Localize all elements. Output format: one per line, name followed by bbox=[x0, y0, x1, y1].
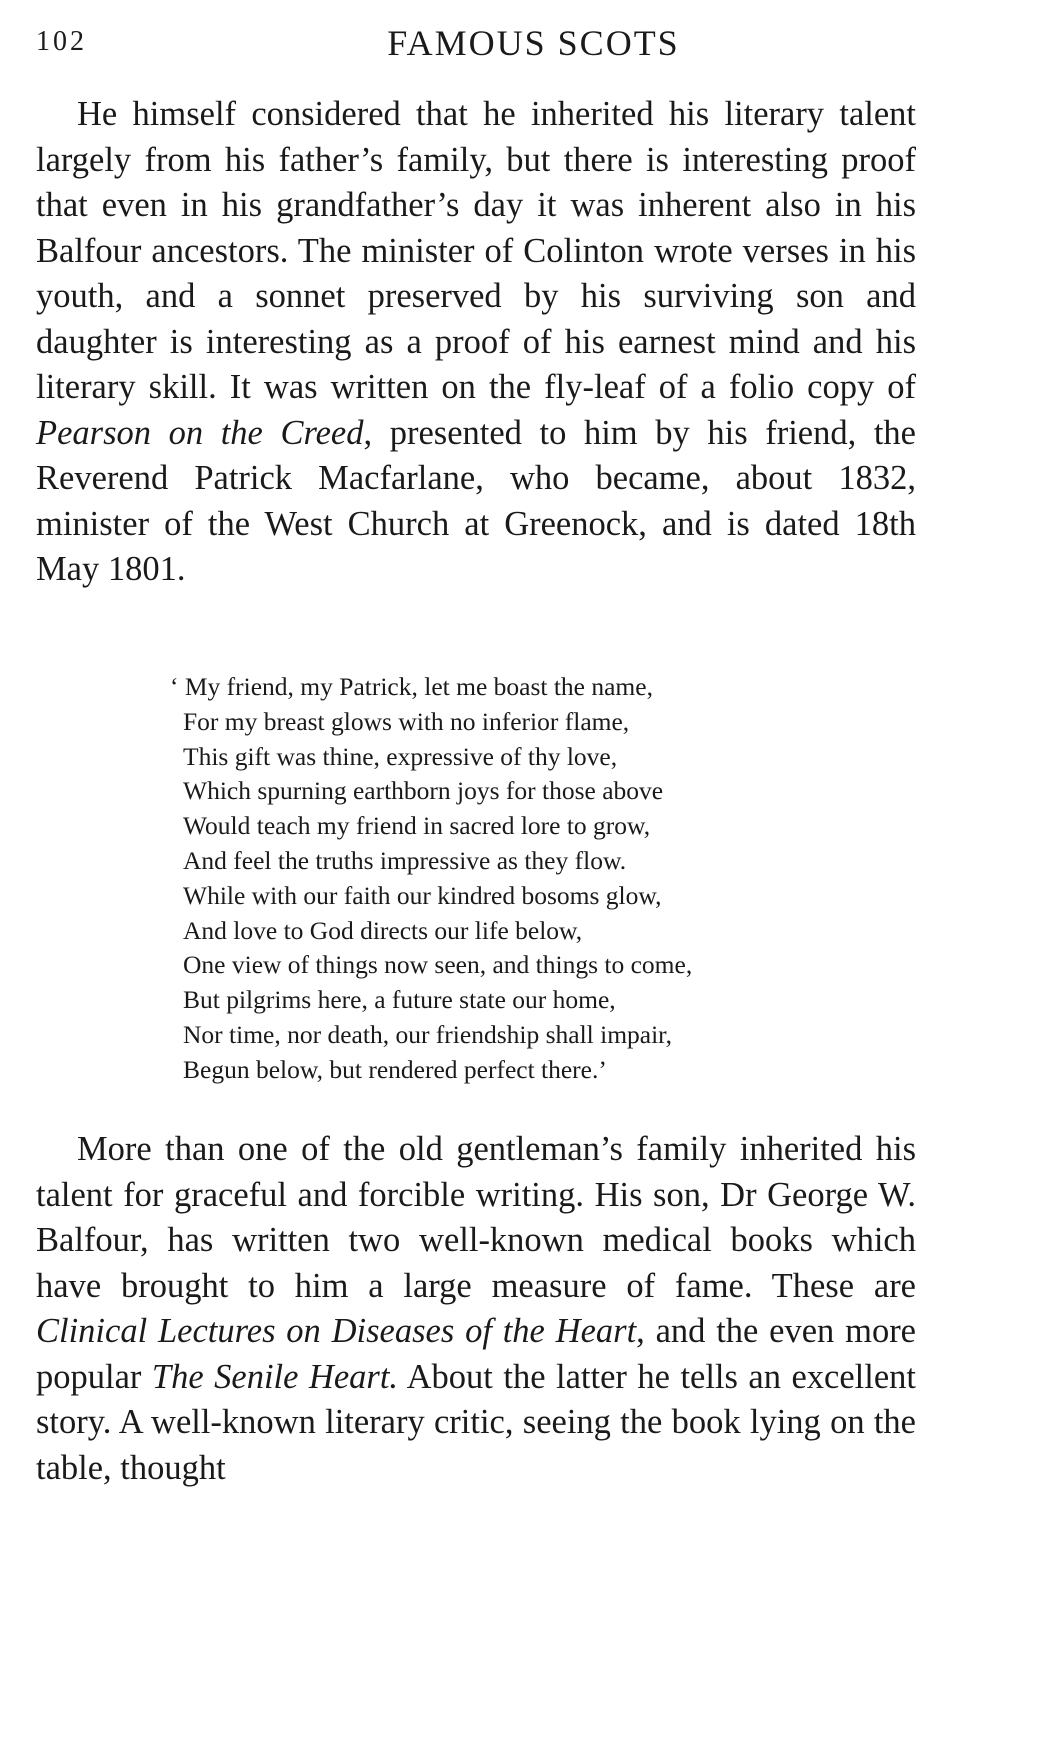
running-head: FAMOUS SCOTS bbox=[387, 23, 680, 63]
paragraph-1-text bbox=[36, 92, 916, 593]
paragraph-1-part-1: He himself considered that he inherited his literary talent largely from his father’s family, but there is interesting proof that even in his grandfather’s day it was inherent also in his Balfour ancestors. The minister of Colinton wrote verses in his youth, and a sonnet preserved by his surviving son and daughter is interesting as a proof of his earnest mind and his literary skill. It was written on the fly-leaf of a folio copy of bbox=[36, 95, 916, 406]
poem-line: ‘ My friend, my Patrick, let me boast the name, bbox=[170, 672, 653, 701]
book-title-clinical-lectures: Clinical Lectures on Diseases of the Heart bbox=[36, 1312, 637, 1350]
poem-line: And feel the truths impressive as they flow. bbox=[183, 845, 627, 875]
poem-line: While with our faith our kindred bosoms glow, bbox=[183, 880, 662, 910]
poem-line: This gift was thine, expressive of thy love, bbox=[183, 741, 618, 771]
poem-line: Nor time, nor death, our friendship shall impair, bbox=[183, 1019, 673, 1049]
paragraph-1-part-2: , presented to him by his friend, the Reverend Patrick Macfarlane, who became, about 1832, minister of the West Church at Greenock, and is dated 18th May 1801. bbox=[36, 413, 916, 588]
poem-line: And love to God directs our life below, bbox=[183, 915, 583, 945]
poem-line: Begun below, but rendered perfect there.’ bbox=[183, 1054, 607, 1084]
poem-line: Which spurning earthborn joys for those above bbox=[183, 776, 664, 806]
book-title-senile-heart: The Senile Heart. bbox=[151, 1357, 399, 1396]
poem-line: One view of things now seen, and things to come, bbox=[183, 950, 693, 980]
paragraph-2-part-1: More than one of the old gentleman’s family inherited his talent for graceful and forcible writing. His son, Dr George W. Balfour, has written two well-known medical books which have brought to him a large measure of fame. These are bbox=[36, 1130, 916, 1305]
paragraph-2-part-2: , and the even more popular bbox=[36, 1312, 916, 1396]
paragraph-2-part-3: About the latter he tells an excellent story. A well-known literary critic, seeing the book lying on the table, thought bbox=[36, 1357, 916, 1487]
paragraph-1 bbox=[36, 92, 916, 593]
sonnet bbox=[170, 670, 692, 1088]
poem-line: Would teach my friend in sacred lore to grow, bbox=[183, 811, 651, 841]
poem-line: For my breast glows with no inferior flame, bbox=[183, 706, 630, 736]
paragraph-2-text bbox=[36, 1127, 916, 1491]
paragraph-2 bbox=[36, 1127, 916, 1491]
page-number: 102 bbox=[36, 26, 87, 57]
page-header bbox=[36, 18, 1017, 68]
poem-line: But pilgrims here, a future state our home, bbox=[183, 985, 616, 1015]
book-title-pearson-on-the-creed: Pearson on the Creed bbox=[36, 413, 364, 452]
